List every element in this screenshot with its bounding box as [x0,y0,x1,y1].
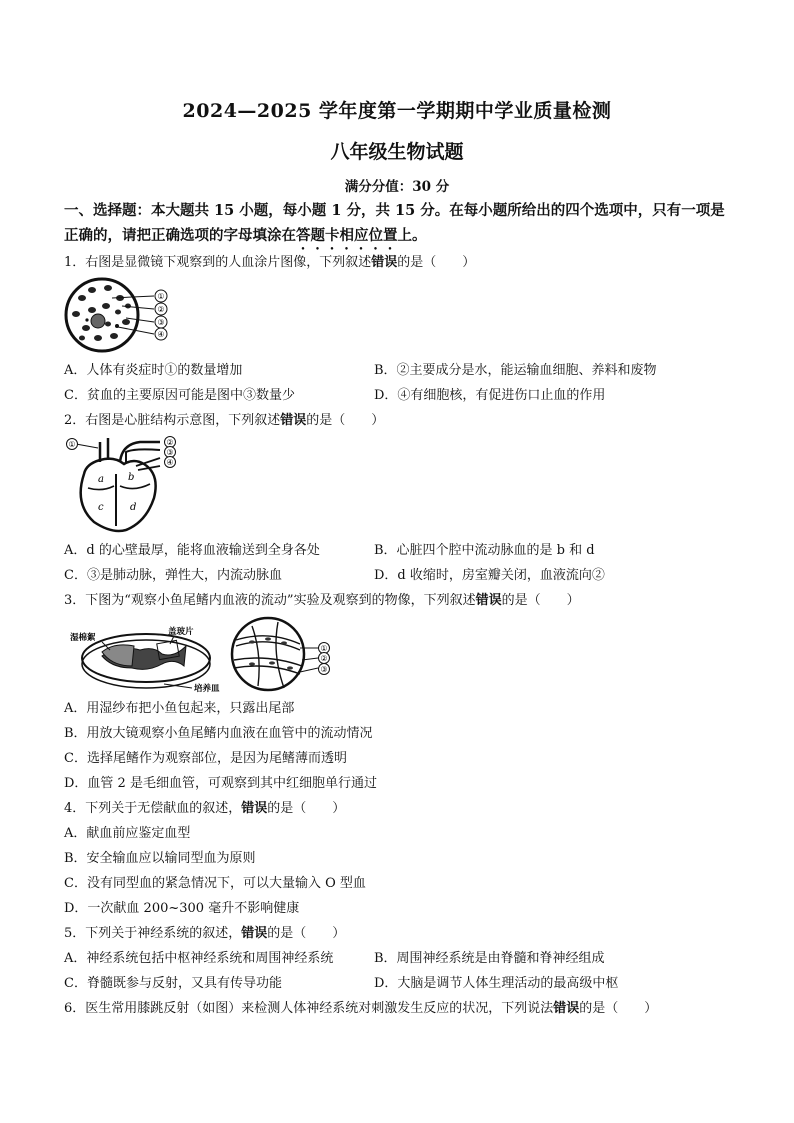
heart-label-2: ② [166,438,174,447]
fish-label-2: ② [320,654,328,663]
q6-stem-a: 6．医生常用膝跳反射（如图）来检测人体神经系统对刺激发生反应的状况，下列说法 [64,1001,554,1016]
section-text-a: 一、选择题：本大题共 15 小题，每小题 1 分，共 15 分。在每小题所给出的四个选项中，只有一项是正确的，请把正确选项的字母填涂在 [64,202,725,244]
q2-option-d: D．d 收缩时，房室瓣关闭，血液流向② [374,568,605,583]
question-1-stem [64,254,475,272]
heart-diagram-figure [64,434,184,536]
q1-stem-b: 的是（ ） [397,255,476,270]
q2-stem-a: 2．右图是心脏结构示意图，下列叙述 [64,413,281,428]
question-3-stem [64,592,580,610]
q1-option-a: A．人体有炎症时①的数量增加 [64,363,243,378]
q5-stem-bold: 错误 [241,926,268,941]
q3-stem-a: 3．下图为“观察小鱼尾鳍内血液的流动”实验及观察到的物像，下列叙述 [64,593,476,608]
q1-option-d: D．④有细胞核，有促进伤口止血的作用 [374,388,606,403]
q4-option-c: C．没有同型血的紧急情况下，可以大量输入 O 型血 [64,876,366,891]
q3-stem-bold: 错误 [475,593,502,608]
q2-option-c: C．③是肺动脉，弹性大，内流动脉血 [64,568,282,583]
q4-stem-a: 4．下列关于无偿献血的叙述， [64,801,242,816]
q5-option-d: D．大脑是调节人体生理活动的最高级中枢 [374,976,619,991]
heart-chamber-c: c [98,502,104,513]
blood-label-4: ④ [157,330,165,339]
q3-option-b: B．用放大镜观察小鱼尾鳍内血液在血管中的流动情况 [64,726,373,741]
exam-subtitle: 八年级生物试题 [330,141,464,163]
fish-label-3: ③ [320,665,328,674]
blood-label-2: ② [157,305,165,314]
blood-label-1: ① [157,292,165,301]
question-5-stem [64,925,345,943]
blood-smear-figure [62,276,182,354]
q1-stem-a: 1．右图是显微镜下观察到的人血涂片图像，下列叙述 [64,255,372,270]
q6-stem-b: 的是（ ） [579,1001,658,1016]
question-4-stem [64,800,345,818]
q3-stem-b: 的是（ ） [501,593,580,608]
q2-option-a: A．d 的心壁最厚，能将血液输送到全身各处 [64,543,320,558]
q3-option-d: D．血管 2 是毛细血管，可观察到其中红细胞单行通过 [64,776,377,791]
section-text-b: 上。 [397,227,427,244]
q2-stem-b: 的是（ ） [306,413,385,428]
heart-chamber-a: a [98,474,104,485]
blood-label-3: ③ [157,318,165,327]
q5-stem-b: 的是（ ） [267,926,346,941]
question-6-stem [64,1000,657,1018]
label-wet-cotton: 湿棉絮 [70,633,96,643]
q4-option-b: B．安全输血应以输同型血为原则 [64,851,256,866]
q1-stem-bold: 错误 [371,255,398,270]
section-text-dotted: 答题卡相应位置 [296,227,398,244]
q4-stem-bold: 错误 [241,801,268,816]
heart-label-3: ③ [166,448,174,457]
fish-label-1: ① [320,644,328,653]
heart-chamber-b: b [128,472,135,483]
q5-stem-a: 5．下列关于神经系统的叙述， [64,926,242,941]
q5-option-c: C．脊髓既参与反射，又具有传导功能 [64,976,282,991]
q3-option-c: C．选择尾鳍作为观察部位，是因为尾鳍薄而透明 [64,751,347,766]
q4-stem-b: 的是（ ） [267,801,346,816]
q1-option-b: B．②主要成分是水，能运输血细胞、养料和废物 [374,363,657,378]
q1-option-c: C．贫血的主要原因可能是图中③数量少 [64,388,295,403]
fish-experiment-figure [62,614,338,694]
q3-option-a: A．用湿纱布把小鱼包起来，只露出尾部 [64,701,295,716]
heart-label-4: ④ [166,458,174,467]
label-culture-dish: 培养皿 [194,684,220,694]
q5-option-b: B．周围神经系统是由脊髓和脊神经组成 [374,951,605,966]
q4-option-d: D．一次献血 200~300 毫升不影响健康 [64,901,300,916]
q5-option-a: A．神经系统包括中枢神经系统和周围神经系统 [64,951,334,966]
q2-stem-bold: 错误 [280,413,307,428]
question-2-stem [64,412,384,430]
label-cover-slip: 盖玻片 [168,627,194,637]
heart-chamber-d: d [130,502,137,513]
q6-stem-bold: 错误 [553,1001,580,1016]
q4-option-a: A．献血前应鉴定血型 [64,826,191,841]
heart-label-1: ① [68,440,76,449]
section-instructions [64,198,734,253]
full-score: 满分分值：30 分 [344,179,450,195]
q2-option-b: B．心脏四个腔中流动脉血的是 b 和 d [374,543,595,558]
exam-title: 2024—2025 学年度第一学期期中学业质量检测 [182,100,612,122]
